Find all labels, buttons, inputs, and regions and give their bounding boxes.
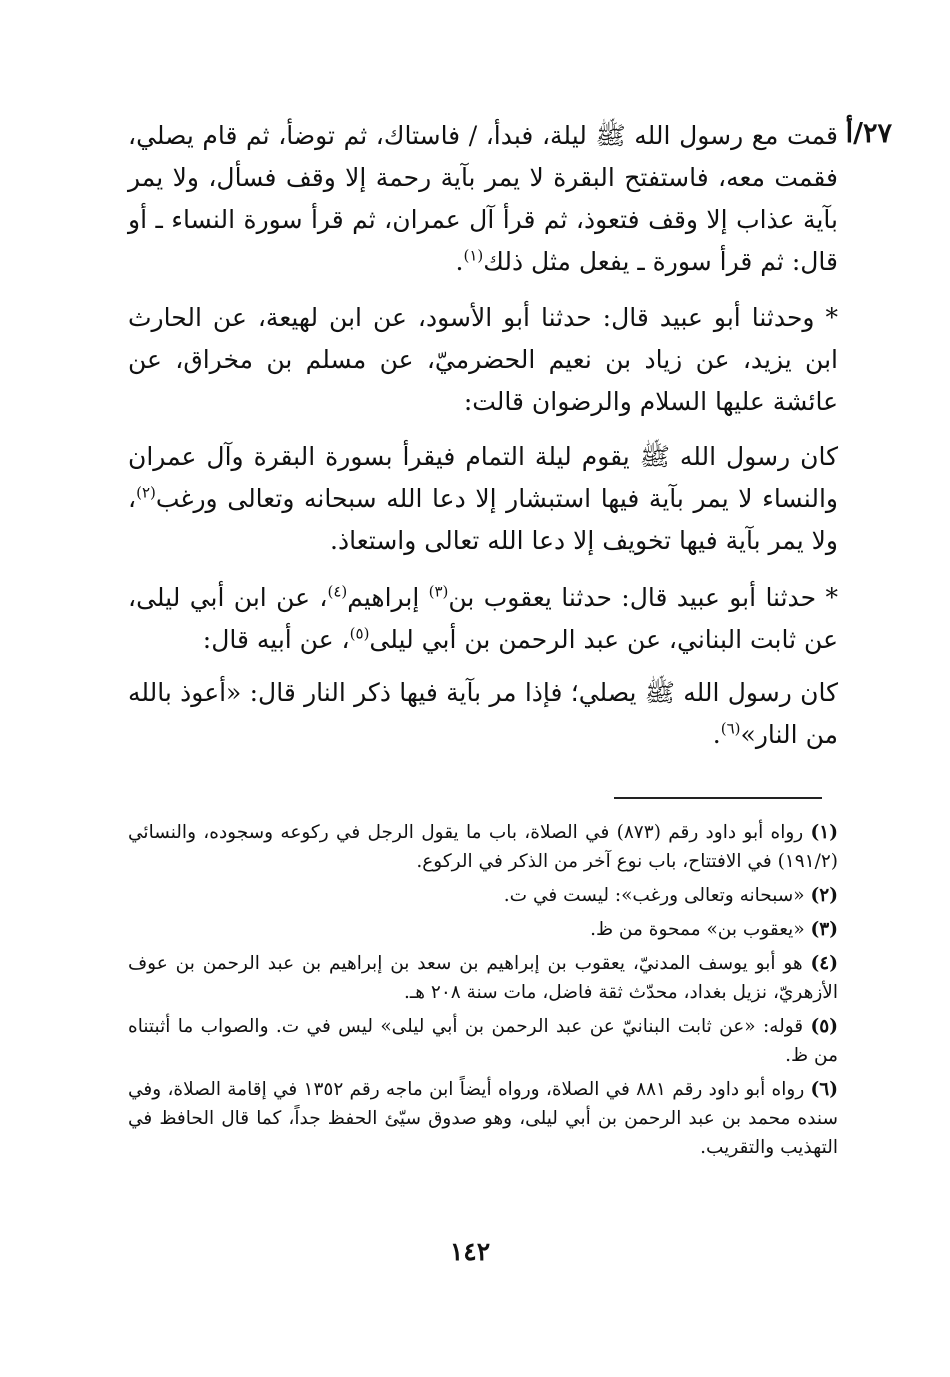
footnote-number: (٢) bbox=[810, 885, 838, 906]
footnote-ref-6[interactable]: (٦) bbox=[720, 719, 741, 738]
footnote-text: هو أبو يوسف المدنيّ، يعقوب بن إبراهيم بن سعد بن إبراهيم بن عبد الرحمن بن عوف الأزهريّ، نزيل بغداد، محدّث ثقة فاضل، مات سنة ٢٠٨ هـ. bbox=[128, 953, 838, 1003]
footnote-separator bbox=[614, 797, 822, 799]
paragraph-5-text: كان رسول الله ﷺ يصلي؛ فإذا مر بآية فيها ذكر النار قال: «أعوذ بالله من النار» bbox=[128, 678, 838, 749]
footnote-number: (٤) bbox=[810, 953, 838, 974]
footnote-5 bbox=[128, 1012, 838, 1070]
footnote-text: رواه أبو داود رقم ٨٨١ في الصلاة، ورواه أيضاً ابن ماجه رقم ١٣٥٢ في إقامة الصلاة، وفي سنده محمد بن عبد الرحمن بن أبي ليلى، وهو صدوق سيّئ الحفظ جداً، كما قال الحافظ في التهذيب والتقريب. bbox=[128, 1079, 838, 1158]
paragraph-1 bbox=[128, 115, 838, 283]
paragraph-4 bbox=[128, 577, 838, 661]
paragraph-3 bbox=[128, 436, 838, 562]
footnote-text: رواه أبو داود رقم (٨٧٣) في الصلاة، باب ما يقول الرجل في ركوعه وسجوده، والنسائي (١٩١/٢) في الافتتاح، باب نوع آخر من الذكر في الركوع. bbox=[128, 822, 838, 872]
paragraph-2 bbox=[128, 297, 838, 423]
footnote-ref-2[interactable]: (٢) bbox=[136, 483, 156, 502]
paragraph-4-text-c: ، عن ابن أبي ليلى، عن ثابت البناني، عن عبد الرحمن بن أبي ليلى bbox=[128, 583, 838, 654]
footnote-text: «يعقوب بن» ممحوة من ظ. bbox=[590, 919, 805, 940]
page-number: ١٤٢ bbox=[449, 1237, 491, 1266]
paragraph-2-text: * وحدثنا أبو عبيد قال: حدثنا أبو الأسود، عن ابن لهيعة، عن الحارث ابن يزيد، عن زياد بن نعيم الحضرميّ، عن مسلم بن مخراق، عن عائشة عليها السلام والرضوان قالت: bbox=[128, 303, 838, 416]
footnote-1 bbox=[128, 818, 838, 876]
folio-marker: ٢٧/أ bbox=[845, 118, 892, 149]
footnote-number: (٥) bbox=[810, 1016, 838, 1037]
paragraph-4-text-b: إبراهيم bbox=[347, 583, 429, 612]
footnote-ref-3[interactable]: (٣) bbox=[428, 582, 449, 601]
footnote-6 bbox=[128, 1075, 838, 1162]
footnote-ref-5[interactable]: (٥) bbox=[349, 624, 370, 643]
footnote-text: «سبحانه وتعالى ورغب»: ليست في ت. bbox=[503, 885, 805, 906]
footnote-ref-4[interactable]: (٤) bbox=[327, 582, 348, 601]
footnote-number: (٣) bbox=[810, 919, 838, 940]
footnote-2 bbox=[128, 881, 838, 910]
footnote-4 bbox=[128, 949, 838, 1007]
footnote-3 bbox=[128, 915, 838, 944]
paragraph-1-end: . bbox=[455, 247, 464, 276]
paragraph-1-text: قمت مع رسول الله ﷺ ليلة، فبدأ، / فاستاك، ثم توضأ، ثم قام يصلي، فقمت معه، فاستفتح البقرة لا يمر بآية رحمة إلا وقف فسأل، ولا يمر بآية عذاب إلا وقف فتعوذ، ثم قرأ آل عمران، ثم قرأ سورة النساء ـ أو قال: ثم قرأ سورة ـ يفعل مثل ذلك bbox=[128, 121, 838, 276]
footnote-number: (٦) bbox=[810, 1079, 838, 1100]
paragraph-3-text-a: كان رسول الله ﷺ يقوم ليلة التمام فيقرأ بسورة البقرة وآل عمران والنساء لا يمر بآية فيها استبشار إلا دعا الله سبحانه وتعالى ورغب bbox=[128, 442, 838, 513]
paragraph-5 bbox=[128, 672, 838, 756]
footnote-text: قوله: «عن ثابت البنانيّ عن عبد الرحمن بن أبي ليلى» ليس في ت. والصواب ما أثبتناه من ظ. bbox=[128, 1016, 838, 1066]
paragraph-3-text-b: ، ولا يمر بآية فيها تخويف إلا دعا الله تعالى واستعاذ. bbox=[128, 484, 838, 555]
paragraph-4-text-a: * حدثنا أبو عبيد قال: حدثنا يعقوب بن bbox=[448, 583, 838, 612]
footnote-ref-1[interactable]: (١) bbox=[463, 246, 484, 265]
footnotes bbox=[128, 818, 838, 1167]
paragraph-5-end: . bbox=[712, 720, 721, 749]
paragraph-4-text-d: ، عن أبيه قال: bbox=[202, 625, 350, 654]
footnote-number: (١) bbox=[810, 822, 838, 843]
